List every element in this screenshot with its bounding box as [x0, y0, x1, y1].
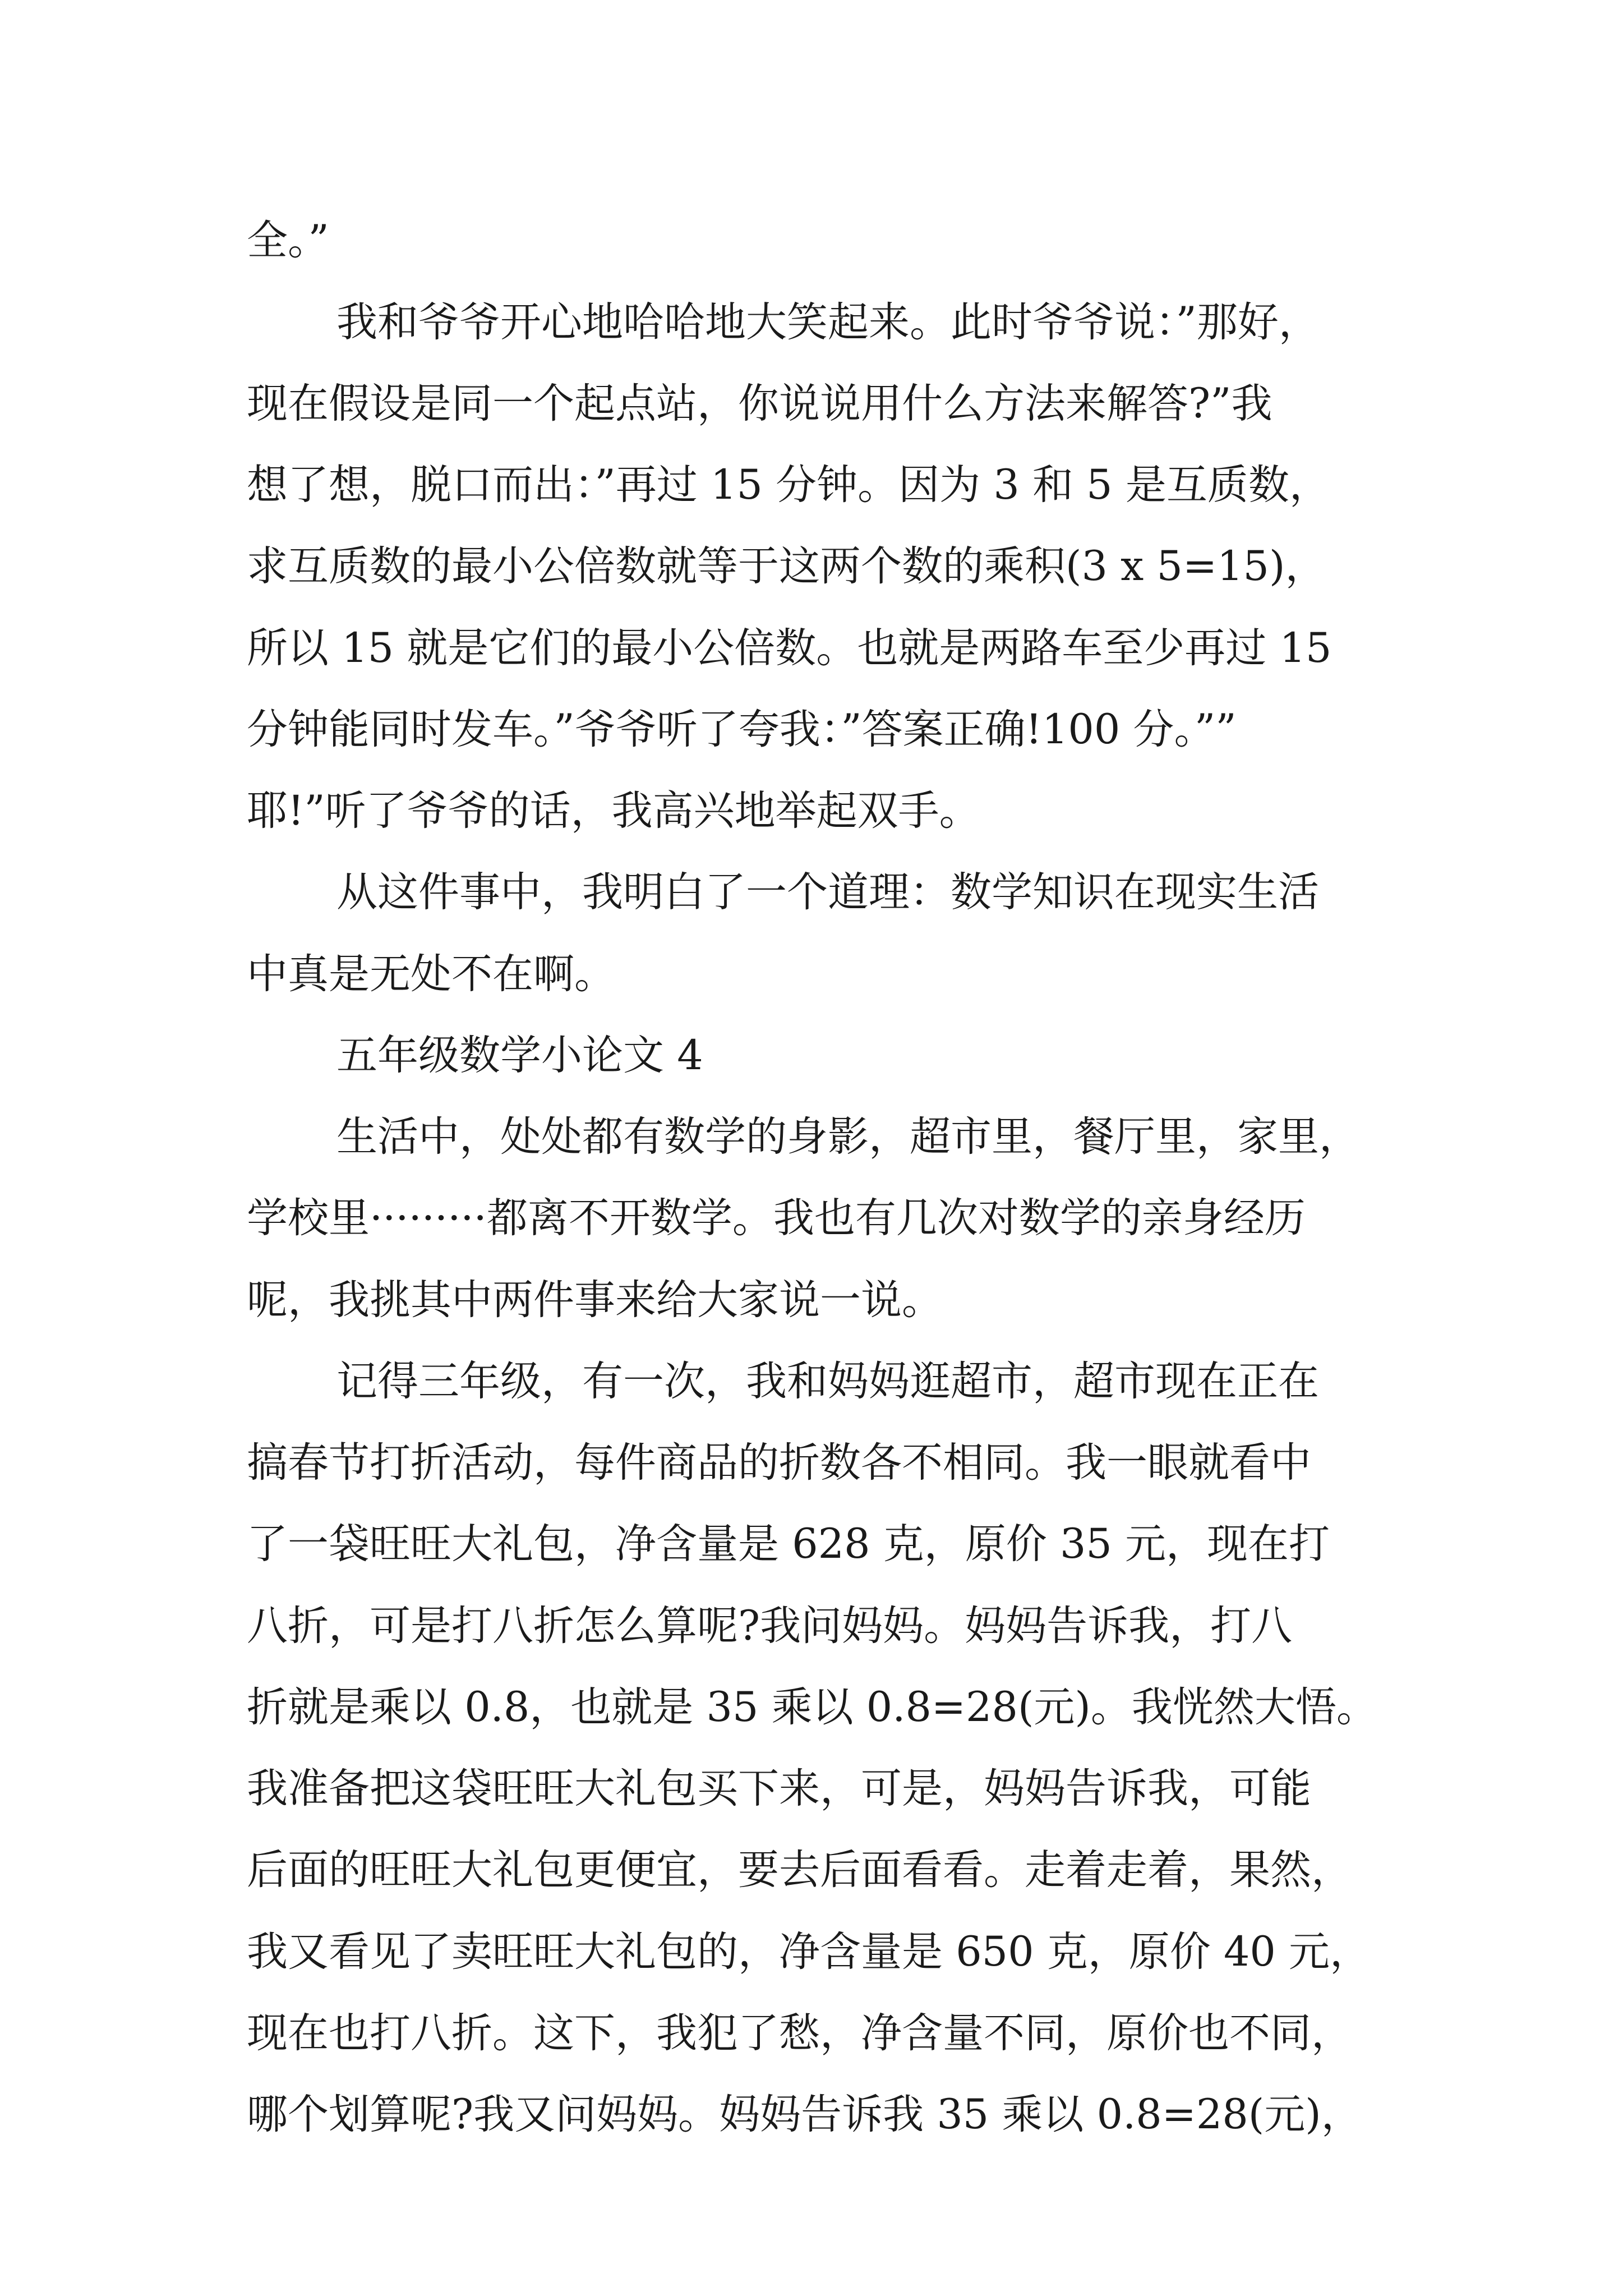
text-line: 耶!”听了爷爷的话，我高兴地举起双手。 [247, 787, 980, 835]
text-line: 呢，我挑其中两件事来给大家说一说。 [247, 1276, 943, 1324]
text-line: 后面的旺旺大礼包更便宜，要去后面看看。走着走着，果然， [247, 1846, 1352, 1894]
text-line: 学校里·········都离不开数学。我也有几次对数学的亲身经历 [247, 1194, 1306, 1242]
text-line: 全。” [247, 217, 329, 264]
paragraph-start-line: 生活中，处处都有数学的身影，超市里，餐厅里，家里， [336, 1113, 1360, 1161]
text-line: 分钟能同时发车。”爷爷听了夸我：”答案正确!100 分。”” [247, 706, 1237, 753]
paragraph-start-line: 记得三年级，有一次，我和妈妈逛超市，超市现在正在 [336, 1358, 1319, 1405]
section-heading: 五年级数学小论文 4 [336, 1032, 703, 1079]
text-line: 所以 15 就是它们的最小公倍数。也就是两路车至少再过 15 [247, 624, 1332, 672]
text-line: 哪个划算呢?我又问妈妈。妈妈告诉我 35 乘以 0.8=28(元)， [247, 2091, 1362, 2138]
text-line: 中真是无处不在啊。 [247, 950, 615, 998]
text-line: 求互质数的最小公倍数就等于这两个数的乘积(3 x 5=15)， [247, 542, 1326, 590]
text-line: 想了想，脱口而出：”再过 15 分钟。因为 3 和 5 是互质数， [247, 461, 1330, 509]
text-line: 八折，可是打八折怎么算呢?我问妈妈。妈妈告诉我，打八 [247, 1602, 1293, 1650]
paragraph-start-line: 从这件事中，我明白了一个道理：数学知识在现实生活 [336, 868, 1319, 916]
text-line: 现在也打八折。这下，我犯了愁，净含量不同，原价也不同， [247, 2009, 1352, 2057]
text-line: 了一袋旺旺大礼包，净含量是 628 克，原价 35 元，现在打 [247, 1520, 1330, 1568]
text-line: 现在假设是同一个起点站，你说说用什么方法来解答?”我 [247, 380, 1272, 427]
text-line: 我准备把这袋旺旺大礼包买下来，可是，妈妈告诉我，可能 [247, 1765, 1311, 1812]
text-line: 搞春节打折活动，每件商品的折数各不相同。我一眼就看中 [247, 1439, 1311, 1487]
paragraph-start-line: 我和爷爷开心地哈哈地大笑起来。此时爷爷说：”那好， [336, 298, 1320, 346]
text-line: 我又看见了卖旺旺大礼包的，净含量是 650 克，原价 40 元， [247, 1928, 1371, 1976]
text-line: 折就是乘以 0.8，也就是 35 乘以 0.8=28(元)。我恍然大悟。 [247, 1683, 1377, 1731]
